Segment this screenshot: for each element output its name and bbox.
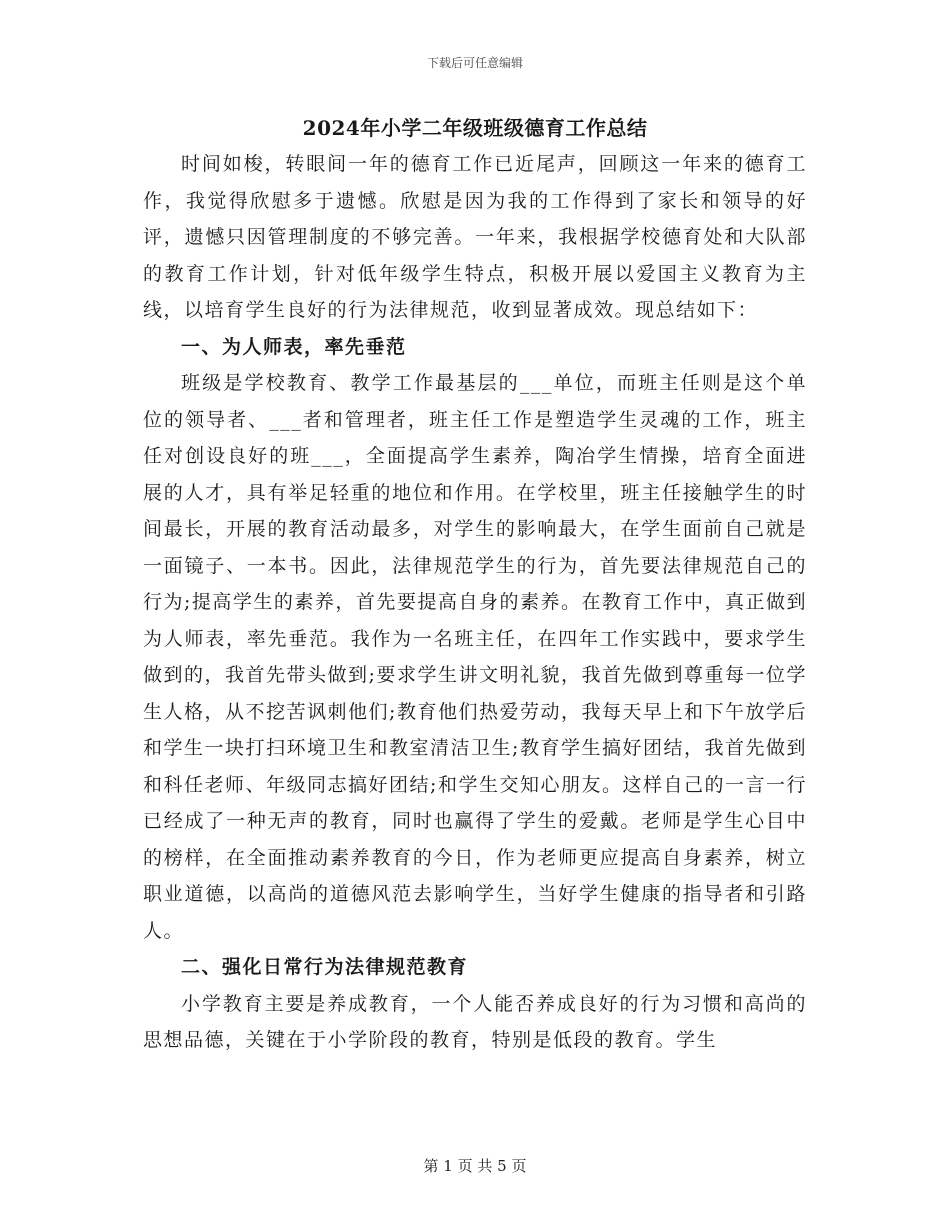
section-2-paragraph: 小学教育主要是养成教育，一个人能否养成良好的行为习惯和高尚的思想品德，关键在于小学阶段的教育，特别是低段的教育。学生 bbox=[143, 992, 807, 1051]
section-1-heading: 一、为人师表，率先垂范 bbox=[181, 335, 407, 358]
section-2-heading: 二、强化日常行为法律规范教育 bbox=[181, 956, 469, 978]
header-note: 下载后可任意编辑 bbox=[426, 56, 523, 70]
intro-paragraph: 时间如梭，转眼间一年的德育工作已近尾声，回顾这一年来的德育工作，我觉得欣慰多于遗憾。欣慰是因为我的工作得到了家长和领导的好评，遗憾只因管理制度的不够完善。一年来，我根据学校德育处和大队部的教育工作计划，针对低年级学生特点，积极开展以爱国主义教育为主线，以培育学生良好的行为法律规范，收到显著成效。现总结如下： bbox=[143, 153, 807, 321]
page-number: 第 1 页 共 5 页 bbox=[423, 1157, 527, 1175]
document-body bbox=[143, 110, 807, 1059]
document-title: 2024年小学二年级班级德育工作总结 bbox=[302, 116, 648, 140]
section-1-paragraph: 班级是学校教育、教学工作最基层的___单位，而班主任则是这个单位的领导者、___者和管理者，班主任工作是塑造学生灵魂的工作，班主任对创设良好的班___，全面提高学生素养，陶冶学生情操，培育全面进展的人才，具有举足轻重的地位和作用。在学校里，班主任接触学生的时间最长，开展的教育活动最多，对学生的影响最大，在学生面前自己就是一面镜子、一本书。因此，法律规范学生的行为，首先要法律规范自己的行为;提高学生的素养，首先要提高自身的素养。在教育工作中，真正做到为人师表，率先垂范。我作为一名班主任，在四年工作实践中，要求学生做到的，我首先带头做到;要求学生讲文明礼貌，我首先做到尊重每一位学生人格，从不挖苦讽刺他们;教育他们热爱劳动，我每天早上和下午放学后和学生一块打扫环境卫生和教室清洁卫生;教育学生搞好团结，我首先做到和科任老师、年级同志搞好团结;和学生交知心朋友。这样自己的一言一行已经成了一种无声的教育，同时也赢得了学生的爱戴。老师是学生心目中的榜样，在全面推动素养教育的今日，作为老师更应提高自身素养，树立职业道德，以高尚的道德风范去影响学生，当好学生健康的指导者和引路人。 bbox=[143, 372, 807, 942]
